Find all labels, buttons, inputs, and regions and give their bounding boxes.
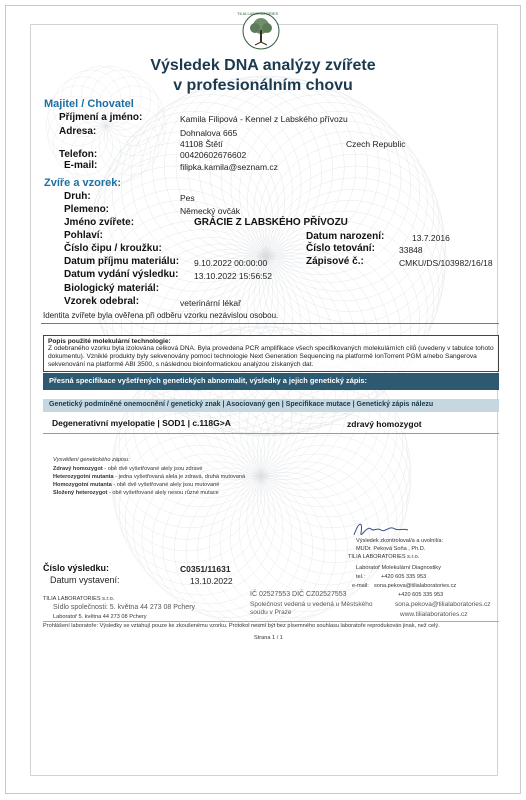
animal-name: GRÁCIE Z LABSKÉHO PŘÍVOZU [194, 217, 348, 228]
species-label: Druh: [64, 191, 91, 202]
result-number-label: Číslo výsledku: [43, 563, 110, 573]
signer-tel-label: tel.: [356, 574, 366, 580]
owner-email-label: E-mail: [64, 160, 98, 171]
owner-street: Dohnalova 665 [180, 128, 238, 138]
signer-name: MUDr. Peková Soňa , Ph.D. [356, 546, 426, 552]
owner-email: filipka.kamila@seznam.cz [180, 162, 278, 172]
footer-company: TILIA LABORATORIES s.r.o. [43, 596, 115, 602]
legend-heading: Vysvětlení genetického zápisu: [53, 457, 130, 463]
breed-value: Německý ovčák [180, 206, 240, 216]
received-value: 9.10.2022 00:00:00 [194, 258, 268, 268]
results-title-bar: Přesná specifikace vyšetřených genetických abnormalit, výsledky a jejich genetický zápis: [43, 373, 499, 390]
owner-phone: 00420602676602 [180, 150, 247, 160]
owner-phone-label: Telefon: [59, 149, 98, 160]
results-columns-header: Genetický podmíněné onemocnění / genetický znak | Asociovaný gen | Specifikace mutace | Genetický zápis nálezu [43, 399, 499, 412]
bio-material-label: Biologický materiál: [64, 283, 160, 294]
result-genotype: zdravý homozygot [347, 419, 422, 429]
report-sheet [5, 5, 521, 794]
owner-name: Kamila Filipová - Kennel z Labského přívozu [180, 114, 348, 124]
result-test: Degenerativní myelopatie | SOD1 | c.118G>A [52, 418, 231, 428]
animal-heading: Zvíře a vzorek: [44, 177, 122, 189]
breed-label: Plemeno: [64, 204, 110, 215]
issued-label: Datum vydání výsledku: [64, 269, 179, 280]
footer-lab: Laboratoř 5. května 44 273 08 Pchery [53, 614, 147, 620]
issue-date: 13.10.2022 [190, 576, 233, 586]
collected-label: Vzorek odebral: [64, 296, 140, 307]
owner-name-label: Příjmení a jméno: [59, 112, 143, 123]
owner-address-label: Adresa: [59, 126, 97, 137]
page-number: Strana 1 / 1 [254, 635, 283, 641]
signer-email: sona.pekova@tilialaboratories.cz [374, 583, 457, 589]
footer-phone: +420 605 335 953 [398, 592, 444, 598]
chip-label: Číslo čipu / kroužku: [64, 243, 162, 254]
legend-item: Zdravý homozygot - obě dvě vyšetřované alely jsou zdravé [53, 466, 203, 472]
owner-city: 41108 Štětí [180, 139, 223, 149]
footer-web: www.tilialaboratories.cz [400, 611, 468, 618]
sex-label: Pohlaví: [64, 230, 103, 241]
tattoo-value: 33848 [399, 245, 423, 255]
method-box [43, 335, 499, 372]
result-number: C0351/11631 [180, 564, 231, 574]
issue-date-label: Datum vystavení: [50, 575, 120, 585]
legend-item: Heterozygotní mutanta - jedna vyšetřovaná alela je zdravá, druhá mutovaná [53, 474, 246, 480]
page-subtitle: v profesionálním chovu [173, 77, 353, 94]
signer-email-label: e-mail: [352, 583, 369, 589]
method-heading: Popis použité molekulární technologie: [48, 338, 171, 345]
received-label: Datum příjmu materiálu: [64, 256, 180, 267]
owner-heading: Majitel / Chovatel [44, 98, 134, 110]
signer-company: TILIA LABORATORIES s.r.o. [348, 554, 420, 560]
legend-list [53, 465, 245, 497]
footer-disclaimer: Prohlášení laboratoře: Výsledky se vztahují pouze ke zkoušenému vzorku. Protokol nesmí být bez písemného souhlasu laboratoře reprodukován jinak, než celý. [43, 623, 440, 629]
tattoo-label: Číslo tetování: [306, 243, 375, 254]
method-text: Z odebraného vzorku byla izolována celková DNA. Byla provedena PCR amplifikace všech specifikovaných molekulárních cílů (uvedeny v tabulce tohoto dokumentu). Vzniklé produkty byly sekvenovány pomocí technologie Next Generation Sequencing na platformě IonTorrent PGM a/nebo Sangerova sekvenování na platformě ABI 3500, s následnou bioinformatickou analýzou získaných dat. [48, 345, 494, 368]
identity-note: Identita zvířete byla ověřena při odběru vzorku nezávislou osobou. [43, 311, 279, 320]
footer-register: Společnost vedená u vedená u Městského soudu v Praze [250, 601, 373, 616]
tree-icon [239, 11, 283, 51]
birth-label: Datum narození: [306, 231, 385, 242]
logo-text: TILIA LABORATORIES [237, 11, 279, 16]
result-divider [43, 433, 499, 434]
footer-ic: IČ 02527553 DIČ CZ02527553 [250, 591, 347, 598]
owner-country: Czech Republic [346, 139, 406, 149]
tilia-logo [239, 11, 283, 51]
footer-email: sona.pekova@tilialaboratories.cz [395, 601, 491, 608]
collected-value: veterinární lékař [180, 298, 241, 308]
species-value: Pes [180, 193, 195, 203]
signer-lab: Laboratoř Molekulární Diagnostiky [356, 565, 441, 571]
footer-seat: Sídlo společnosti: 5. května 44 273 08 Pchery [53, 604, 196, 611]
identity-divider [41, 323, 499, 324]
birth-value: 13.7.2016 [412, 233, 450, 243]
registry-label: Zápisové č.: [306, 256, 364, 267]
animal-name-label: Jméno zvířete: [64, 217, 135, 228]
page-title: Výsledek DNA analýzy zvířete [150, 57, 376, 74]
signer-tel: +420 605 335 953 [381, 574, 427, 580]
signer-line1: Výsledek zkontroloval/a a uvolnil/a: [356, 538, 444, 544]
legend-item: Homozygotní mutanta - obě dvě vyšetřované alely jsou mutované [53, 482, 220, 488]
issued-value: 13.10.2022 15:56:52 [194, 271, 272, 281]
legend-item: Složený heterozygot - obě vyšetřované alely nesou různé mutace [53, 490, 219, 496]
registry-value: CMKU/DS/103982/16/18 [399, 258, 493, 268]
footer-divider [43, 621, 499, 622]
